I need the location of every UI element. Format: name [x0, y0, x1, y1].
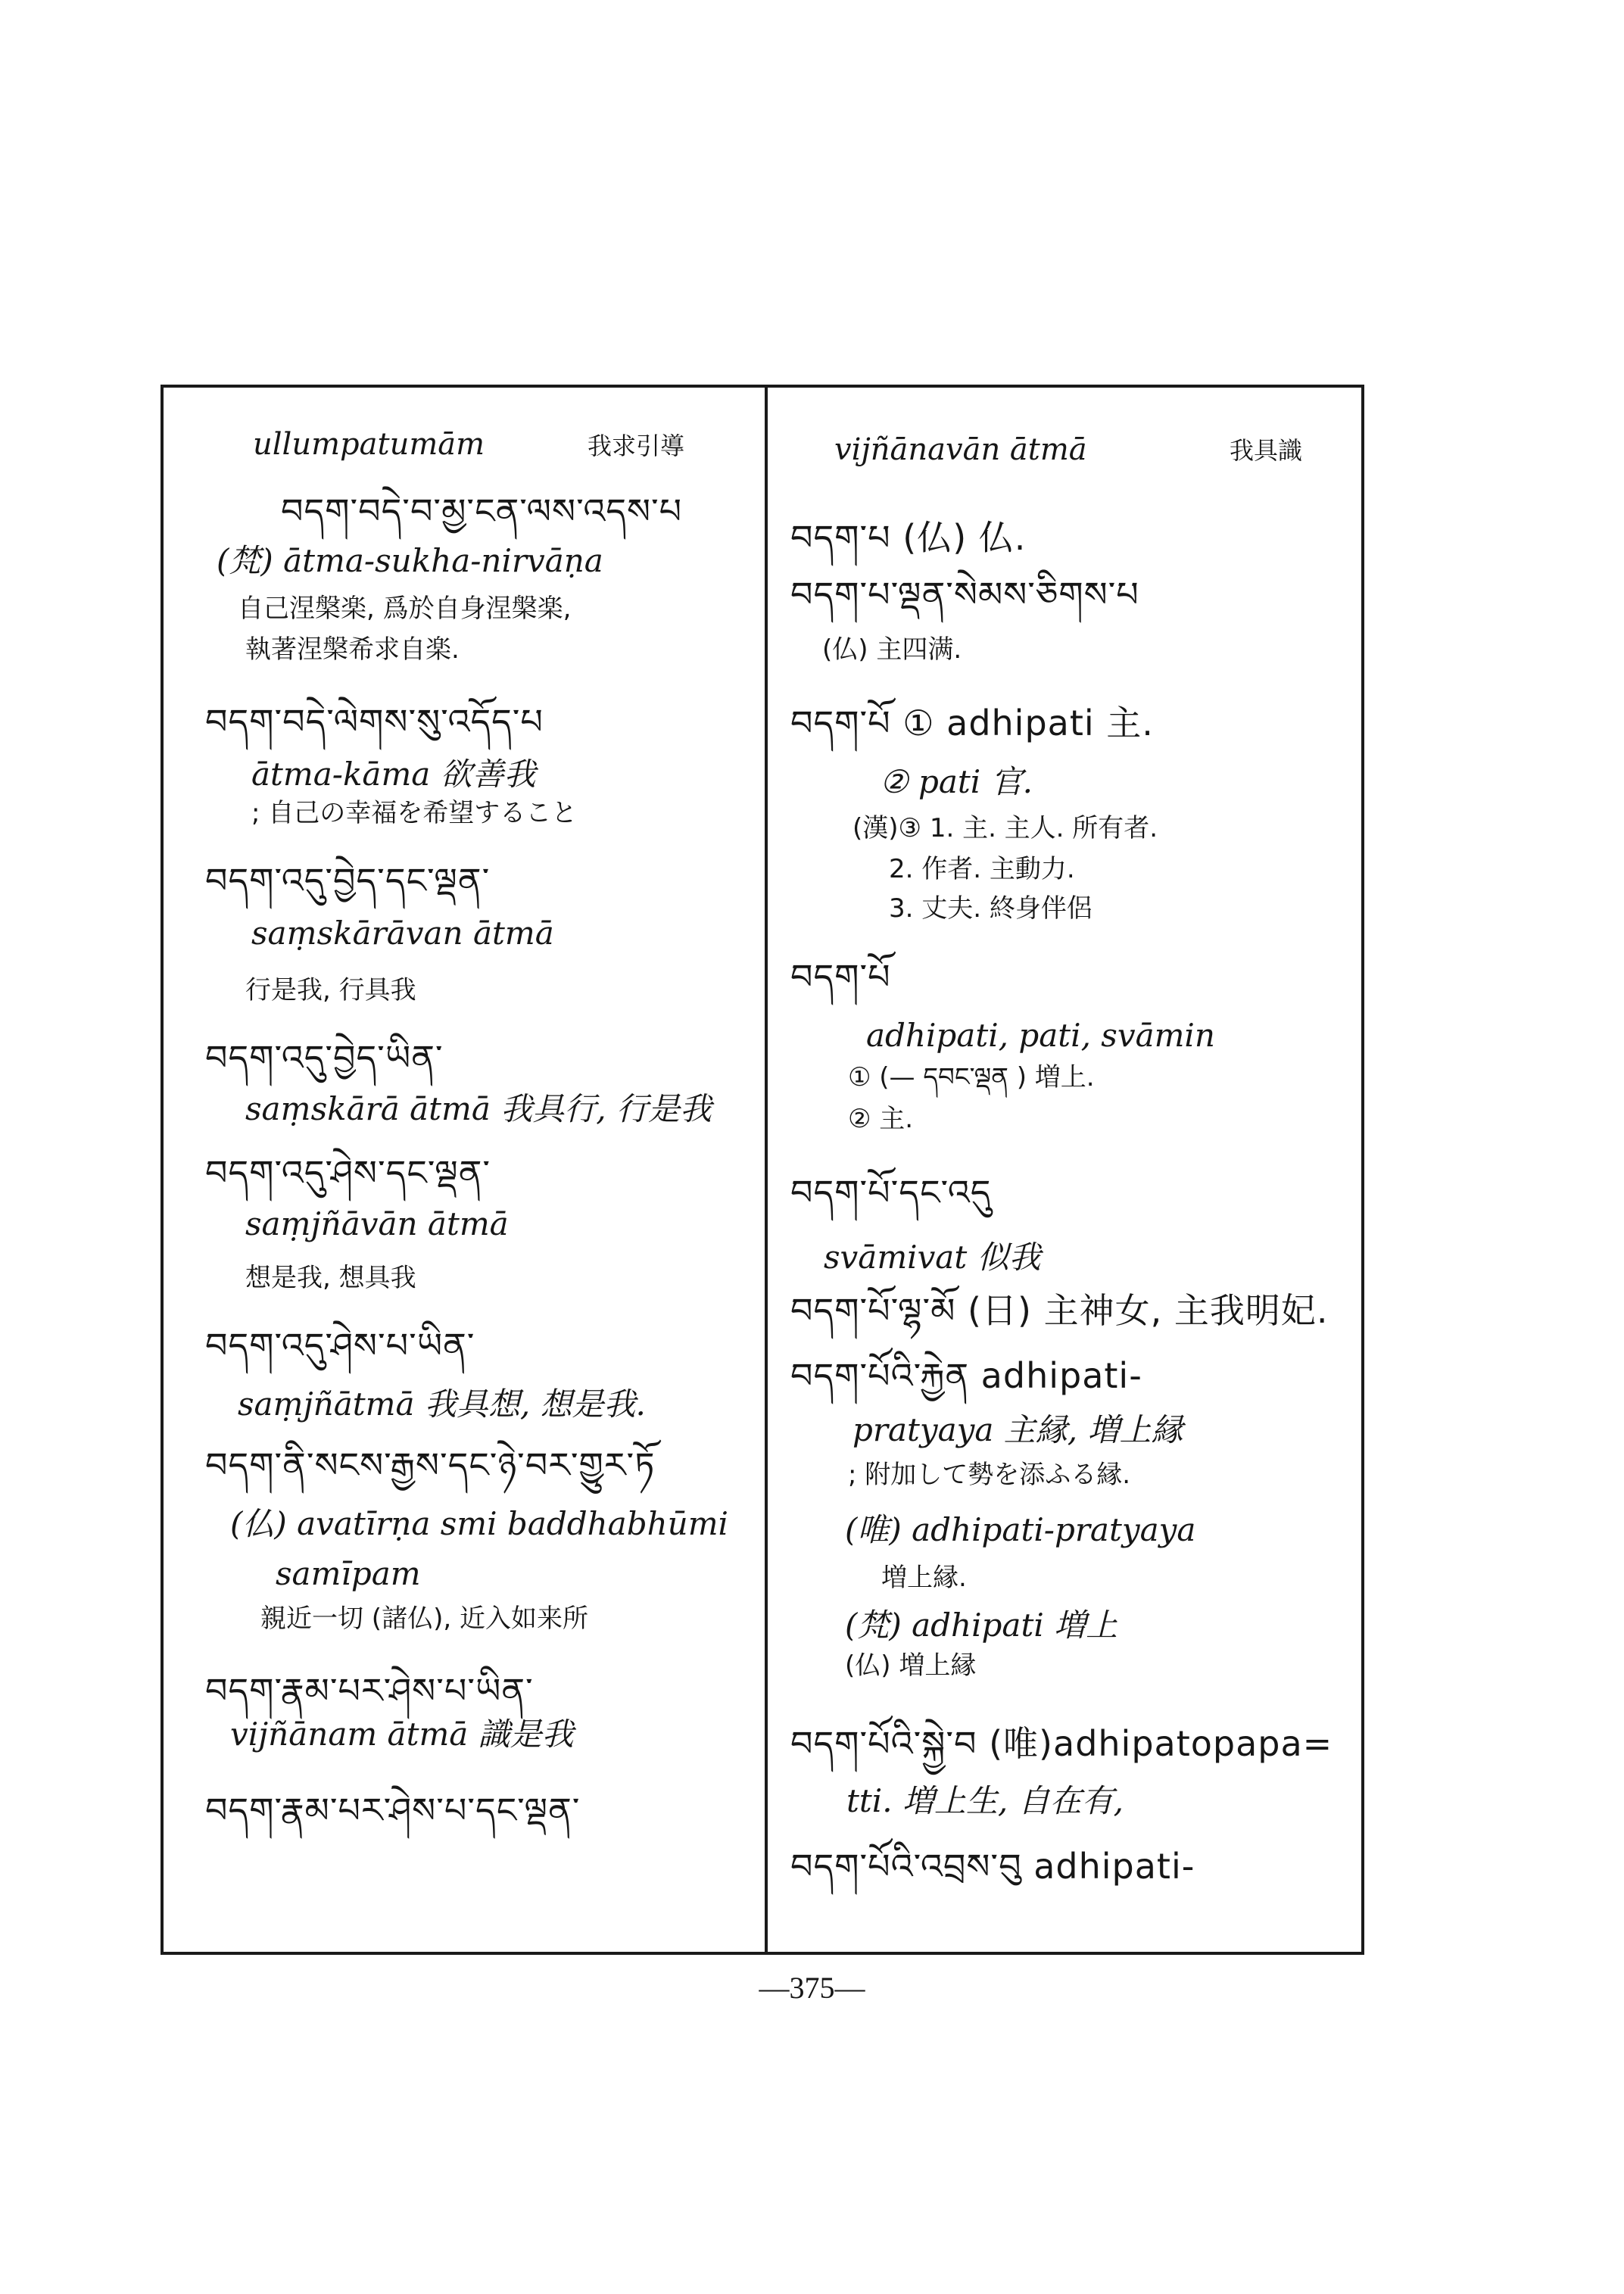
left-column	[164, 385, 765, 1955]
left-entry-line-13: བདག་འདུ་ཤེས་དང་ལྡན་	[205, 1152, 491, 1193]
left-entry-line-10: 行是我, 行具我	[245, 975, 416, 1005]
right-entry-line-22: (仏) 増上縁	[845, 1650, 977, 1681]
left-entry-line-8: བདག་འདུ་བྱེད་དང་ལྡན་	[205, 860, 491, 901]
right-entry-line-2: བདག་པ་ལྡན་སེམས་ཅིགས་པ	[790, 574, 1139, 615]
right-entry-line-25: བདག་པོའི་འབྲས་བུ adhipati-	[790, 1846, 1195, 1887]
left-entry-line-6: ātma-kāma 欲善我	[251, 756, 536, 793]
right-entry-line-24: tti. 増上生, 自在有,	[846, 1782, 1124, 1819]
left-entry-line-7: ; 自己の幸福を希望すること	[251, 798, 578, 828]
left-entry-line-20: samīpam	[276, 1555, 421, 1592]
page-number: —375—	[759, 1971, 865, 2005]
left-heading-cjk: 我求引導	[588, 432, 685, 460]
right-heading-roman: vijñānavān ātmā	[834, 432, 1087, 467]
left-entry-line-19: (仏) avatīrṇa smi baddhabhūmi	[230, 1505, 728, 1542]
right-entry-line-6: (漢)③ 1. 主. 主人. 所有者.	[853, 813, 1158, 843]
right-entry-line-20: 増上縁.	[881, 1563, 967, 1593]
left-entry-line-5: བདག་བདེ་ལེགས་སུ་འདོད་པ	[205, 701, 544, 742]
left-entry-line-16: བདག་འདུ་ཤེས་པ་ཡིན་	[205, 1325, 475, 1366]
right-heading-cjk: 我具識	[1230, 436, 1303, 465]
right-entry-line-8: 3. 丈夫. 終身伴侶	[889, 893, 1093, 924]
left-heading-roman: ullumpatumām	[253, 427, 485, 462]
right-entry-line-3: (仏) 主四满.	[822, 634, 962, 665]
right-entry-line-5: ② pati 官.	[880, 763, 1033, 800]
left-entry-line-14: saṃjñāvān ātmā	[245, 1205, 509, 1242]
left-entry-line-11: བདག་འདུ་བྱེད་ཡིན་	[205, 1037, 444, 1078]
right-entry-line-21: (梵) adhipati 増上	[845, 1607, 1118, 1644]
left-entry-line-3: 自己涅槃楽, 爲於自身涅槃楽,	[238, 594, 572, 624]
left-entry-line-21: 親近一切 (諸仏), 近入如来所	[260, 1604, 588, 1634]
left-entry-line-23: vijñānam ātmā 識是我	[230, 1716, 574, 1753]
right-entry-line-13: བདག་པོ་དང་འདུ	[790, 1172, 992, 1213]
left-entry-line-9: saṃskārāvan ātmā	[251, 915, 554, 952]
left-entry-line-18: བདག་ནི་སངས་རྒྱས་དང་ཉེ་བར་གྱུར་ཏོ	[205, 1445, 656, 1485]
left-entry-line-4: 執著涅槃希求自楽.	[245, 634, 460, 665]
left-entry-line-2: (梵) ātma-sukha-nirvāṇa	[217, 542, 603, 579]
right-entry-line-12: ② 主.	[848, 1104, 914, 1134]
right-entry-line-9: བདག་པོ	[790, 956, 891, 997]
left-entry-line-12: saṃskārā ātmā 我具行, 行是我	[245, 1090, 712, 1127]
left-entry-line-17: saṃjñātmā 我具想, 想是我.	[238, 1385, 646, 1423]
right-entry-line-7: 2. 作者. 主動力.	[889, 854, 1075, 884]
right-entry-line-16: བདག་པོའི་རྐྱེན adhipati-	[790, 1355, 1142, 1396]
right-entry-line-1: བདག་པ (仏) 仏.	[790, 517, 1027, 558]
right-entry-line-14: svāmivat 似我	[824, 1239, 1041, 1276]
right-entry-line-11: ① (— དབང་ལྡན ) 増上.	[848, 1062, 1095, 1092]
right-entry-line-4: བདག་པོ ① adhipati 主.	[790, 703, 1154, 743]
right-entry-line-23: བདག་པོའི་སྐྱེ་བ (唯)adhipatopapa=	[790, 1723, 1333, 1764]
left-entry-line-1: བདག་བདེ་བ་མྱ་ངན་ལས་འདས་པ	[281, 491, 683, 531]
left-entry-line-15: 想是我, 想具我	[245, 1263, 416, 1293]
right-entry-line-18: ; 附加して勢を添ふる縁.	[848, 1460, 1131, 1490]
right-entry-line-17: pratyaya 主縁, 増上縁	[853, 1411, 1183, 1448]
right-entry-line-15: བདག་པོ་ལྷ་མོ (日) 主神女, 主我明妃.	[790, 1290, 1329, 1331]
left-entry-line-22: བདག་རྣམ་པར་ཤེས་པ་ཡིན་	[205, 1670, 534, 1711]
right-entry-line-19: (唯) adhipati-pratyaya	[845, 1511, 1196, 1548]
left-entry-line-24: བདག་རྣམ་པར་ཤེས་པ་དང་ལྡན་	[205, 1790, 581, 1831]
right-entry-line-10: adhipati, pati, svāmin	[866, 1017, 1215, 1054]
right-column	[768, 385, 1361, 1955]
